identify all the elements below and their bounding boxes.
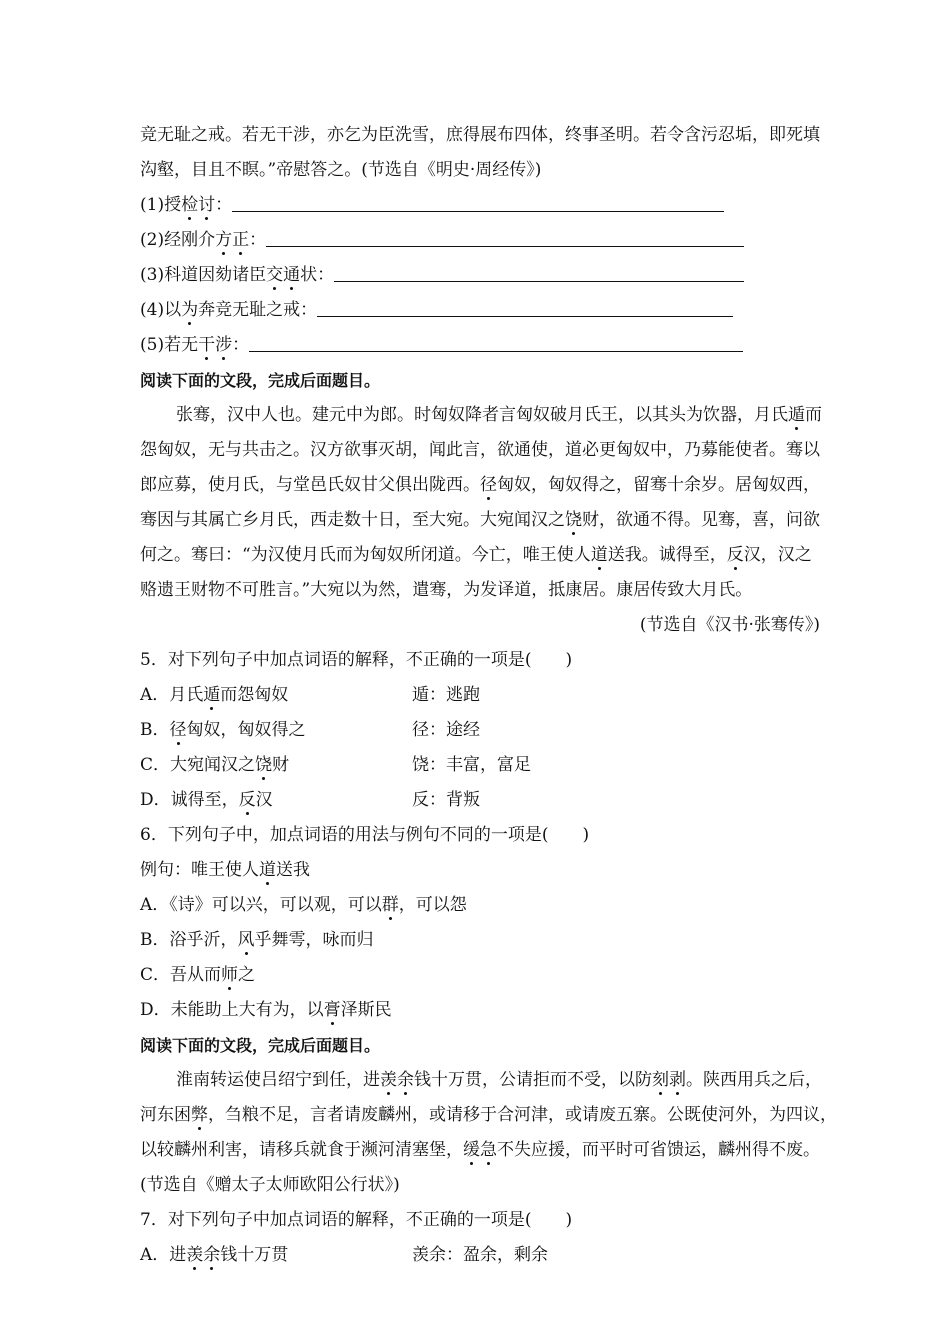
fill-item: (5)若无干涉： (140, 328, 820, 363)
section-heading: 阅读下面的文段，完成后面题目。 (140, 371, 381, 390)
answer-blank[interactable] (232, 191, 724, 212)
option-a[interactable]: A．进羡余钱十万贯 羡余：盈余，剩余 (140, 1245, 548, 1265)
passage-line: 张骞，汉中人也。建元中为郎。时匈奴降者言匈奴破月氏王，以其头为饮器，月氏遁而 (176, 405, 822, 425)
passage-line: 河东困弊，刍粮不足，言者请废麟州，或请移于合河津，或请废五寨。公既使河外，为四议， (140, 1105, 837, 1125)
passage-line: 淮南转运使吕绍宁到任，进羡余钱十万贯，公请拒而不受，以防刻剥。陕西用兵之后， (176, 1070, 822, 1090)
fill-item: (1)授检讨： (140, 188, 820, 223)
passage-line: 沟壑，目且不瞑。”帝慰答之。(节选自《明史·周经传》) (140, 160, 542, 180)
source-citation: (节选自《汉书·张骞传》) (639, 615, 820, 635)
passage-line: 竞无耻之戒。若无干涉，亦乞为臣洗雪，庶得展布四体，终事圣明。若令含污忍垢，即死填 (140, 125, 820, 145)
section-heading: 阅读下面的文段，完成后面题目。 (140, 1036, 381, 1055)
dotted-term: 干涉 (198, 335, 233, 355)
answer-blank[interactable] (266, 226, 744, 247)
fill-item: (2)经刚介方正： (140, 223, 820, 258)
passage-line: 怨匈奴，无与共击之。汉方欲事灭胡，闻此言，欲通使，道必更匈奴中，乃募能使者。骞以 (140, 440, 820, 460)
option-a[interactable]: A．《诗》可以兴，可以观，可以群，可以怨 (140, 895, 467, 915)
answer-blank[interactable] (334, 261, 744, 282)
fill-item: (4)以为奔竞无耻之戒： (140, 293, 820, 328)
answer-blank[interactable] (317, 296, 733, 317)
passage-line: 骞因与其属亡乡月氏，西走数十日，至大宛。大宛闻汉之饶财，欲通不得。见骞，喜，问欲 (140, 510, 820, 530)
source-citation: (节选自《赠太子太师欧阳公行状》) (140, 1175, 400, 1195)
option-b[interactable]: B．径匈奴，匈奴得之 径：途经 (140, 720, 480, 740)
fill-item: (3)科道因劾诸臣交通状： (140, 258, 820, 293)
option-c[interactable]: C．大宛闻汉之饶财 饶：丰富，富足 (140, 755, 531, 775)
passage-line: 赂遗王财物不可胜言。”大宛以为然，遣骞，为发译道，抵康居。康居传致大月氏。 (140, 580, 753, 600)
example-sentence: 例句：唯王使人道送我 (140, 860, 310, 880)
option-b[interactable]: B．浴乎沂，风乎舞雩，咏而归 (140, 930, 374, 950)
passage-line: 以较麟州利害，请移兵就食于濒河清塞堡，缓急不失应援，而平时可省馈运，麟州得不废。 (140, 1140, 820, 1160)
passage-line: 郎应募，使月氏，与堂邑氏奴甘父俱出陇西。径匈奴，匈奴得之，留骞十余岁。居匈奴西， (140, 475, 820, 495)
option-d[interactable]: D．未能助上大有为，以膏泽斯民 (140, 1000, 392, 1020)
question-stem: 6．下列句子中，加点词语的用法与例句不同的一项是( ) (140, 825, 590, 845)
question-stem: 5．对下列句子中加点词语的解释，不正确的一项是( ) (140, 650, 573, 670)
option-a[interactable]: A．月氏遁而怨匈奴 遁：逃跑 (140, 685, 480, 705)
dotted-term: 交通 (266, 265, 301, 285)
option-d[interactable]: D．诚得至，反汉 反：背叛 (140, 790, 480, 810)
dotted-term: 方正 (215, 230, 250, 250)
document-content (140, 118, 837, 1273)
question-stem: 7．对下列句子中加点词语的解释，不正确的一项是( ) (140, 1210, 573, 1230)
dotted-term: 为 (181, 300, 199, 320)
passage-line: 何之。骞曰：“为汉使月氏而为匈奴所闭道。今亡，唯王使人道送我。诚得至，反汉，汉之 (140, 545, 812, 565)
option-c[interactable]: C．吾从而师之 (140, 965, 256, 985)
dotted-term: 检讨 (181, 195, 216, 215)
answer-blank[interactable] (249, 331, 743, 352)
